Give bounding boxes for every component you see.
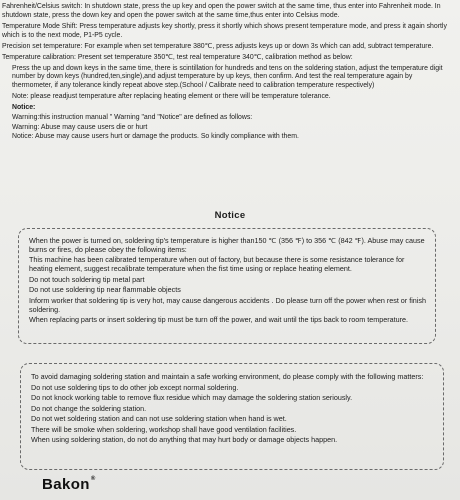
safety-box [20, 363, 444, 470]
safety-item: When using soldering station, do not do anything that may hurt body or damage objects happen. [31, 435, 338, 444]
safety-item: Do not use soldering tips to do other job except normal soldering. [31, 382, 239, 392]
notice-item: This machine has been calibrated temperature when out of factory, but because there is some resistance tolerance for heating element, suggest recalibrate temperature when the fist time using or replace heating element. [29, 255, 405, 274]
safety-item: To avoid damaging soldering station and maintain a safe working environment, do please comply with the following matters: [31, 372, 424, 381]
brand-logo [42, 476, 96, 493]
registered-mark: ® [90, 476, 96, 482]
temperature-mode-shift-text: Temperature Mode Shift: Press temperature adjusts key shortly, press it shortly which shows present temperature mode, and press it again shortly which is to the next mode, P1-P5 cycle. [2, 22, 447, 39]
instructions-section [2, 3, 454, 144]
brand-name: Bakon [42, 476, 90, 493]
safety-item: There will be smoke when soldering, workshop shall have good ventilation facilities. [31, 424, 297, 434]
notice-item: Inform worker that soldering tip is very hot, may cause dangerous accidents . Do please turn off the power when rest or finish soldering. [29, 295, 426, 314]
note-text: Note: please readjust temperature after replacing heating element or there will be temperature tolerance. [12, 93, 331, 101]
notice-title: Notice [214, 210, 246, 221]
notice-heading: Notice: [12, 104, 36, 112]
notice-item: When replacing parts or insert soldering tip must be turn off the power, and wait until the tips back to room temperature. [29, 315, 409, 325]
notice-item: Do not touch soldering tip metal part [29, 274, 145, 284]
safety-item: Do not wet soldering station and can not use soldering station when hand is wet. [31, 414, 287, 423]
warning-defined-text: Warning:this instruction manual " Warning "and "Notice" are defined as follows: [12, 113, 253, 121]
precision-set-text: Precision set temperature: For example when set temperature 380℃, press adjusts keys up or down 3s which can add, subtract temperature. [2, 42, 434, 50]
safety-item: Do not knock working table to remove flux residue which may damage the soldering station seriously. [31, 393, 353, 402]
notice-definition-text: Notice: Abuse may cause users hurt or damage the products. So kindly compliance with them. [12, 133, 299, 141]
fahrenheit-celsius-switch-text: Fahrenheit/Celsius switch: In shutdown state, press the up key and open the power switch at the same time, thus enter into Fahrenheit mode. In shutdown state, press the down key and open the power switch at the same time,thus enter into Celsius mode. [2, 3, 441, 19]
notice-box [18, 228, 436, 344]
calibration-text: Temperature calibration: Present set temperature 350℃, test real temperature 340℃, calibration method as below: [2, 53, 353, 61]
safety-item: Do not change the soldering station. [31, 403, 147, 413]
calibration-steps-text: Press the up and down keys in the same time, there is scintillation for hundreds and tens on the soldering station, adjust the temperature digit number by down keys (hundred,ten,single),and adjust temperature by up keys, then confirm. And test the real temperature again by thermometer, if any tolerance kindly repeat above step.(School / Calibrate need to calibration temperature respectively) [12, 64, 443, 90]
notice-item: When the power is turned on, soldering tip's temperature is higher than150 ℃ (356 ℉) to 356 ℃ (842 ℉). Abuse may cause burns or fires, do please obey the following items: [29, 236, 425, 254]
warning-definition-text: Warning: Abuse may cause users die or hurt [12, 123, 148, 131]
notice-item: Do not use soldering tip near flammable objects [29, 285, 181, 295]
